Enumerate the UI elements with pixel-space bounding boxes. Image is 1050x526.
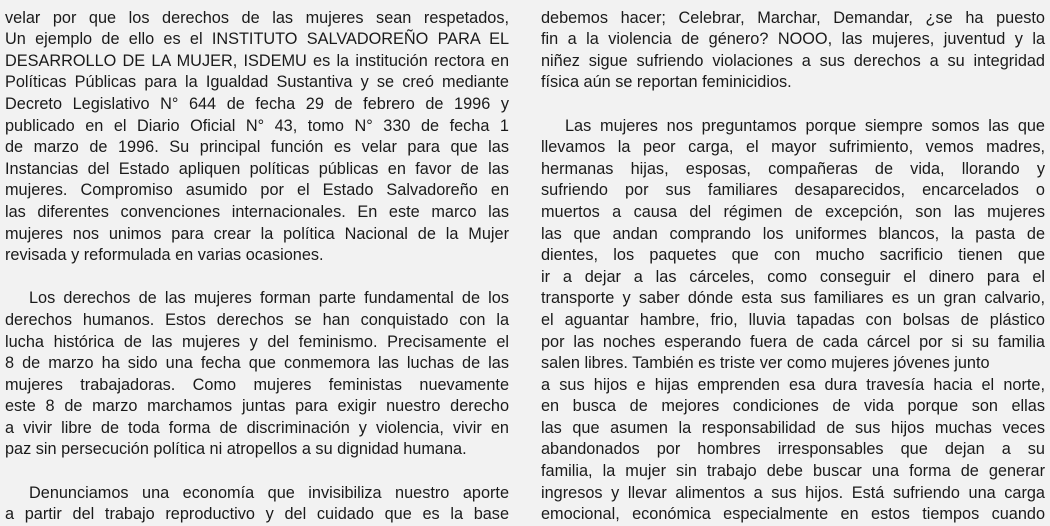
text-line: mujeres nos unimos para crear la política Nacional de la Mujer [5, 224, 509, 243]
text-line: Políticas Públicas para la Igualdad Sustantiva y se creó mediante [5, 73, 509, 92]
text-line: transporte y saber dónde esta sus familiares es un gran calvario, [541, 289, 1045, 308]
text-line: DESARROLLO DE LA MUJER, ISDEMU es la institución rectora en [5, 51, 509, 70]
text-line: las que andan comprando los uniformes blancos, la pasta de [541, 224, 1045, 243]
text-line: de marzo de 1996. Su principal función es velar para que las [5, 138, 509, 157]
text-line: a partir del trabajo reproductivo y del cuidado que es la base [5, 505, 509, 524]
text-line: llevamos la peor carga, el mayor sufrimiento, vemos madres, [541, 138, 1045, 157]
left-text-column [5, 0, 509, 526]
text-line: a vivir libre de toda forma de discriminación y violencia, vivir en [5, 418, 509, 437]
right-text-column [541, 0, 1045, 526]
text-line: debemos hacer; Celebrar, Marchar, Demandar, ¿se ha puesto [541, 8, 1045, 27]
text-line: Las mujeres nos preguntamos porque siempre somos las que [565, 116, 1045, 135]
text-line: el aguantar hambre, frio, lluvia tapadas con bolsas de plástico [541, 310, 1045, 329]
text-line: muertos a causa del régimen de excepción, son las mujeres [541, 202, 1045, 221]
text-line: familia, la mujer sin trabajo debe buscar una forma de generar [541, 462, 1045, 481]
text-line: lucha histórica de las mujeres y del feminismo. Precisamente el [5, 332, 509, 351]
text-line: publicado en el Diario Oficial N° 43, tomo N° 330 de fecha 1 [5, 116, 509, 135]
text-line: Instancias del Estado apliquen políticas públicas en favor de las [5, 159, 509, 178]
text-line: ingresos y llevar alimentos a sus hijos. Está sufriendo una carga [541, 483, 1045, 502]
text-line: física aún se reportan feminicidios. [541, 73, 792, 92]
text-line: ir a dejar a las cárceles, como conseguir el dinero para el [541, 267, 1045, 286]
paragraph-gap [5, 267, 509, 289]
text-line: salen libres. También es triste ver como mujeres jóvenes junto [541, 354, 990, 373]
text-line: este 8 de marzo marchamos juntas para exigir nuestro derecho [5, 397, 509, 416]
text-line: Un ejemplo de ello es el INSTITUTO SALVADOREÑO PARA EL [5, 30, 509, 49]
text-line: mujeres. Compromiso asumido por el Estado Salvadoreño en [5, 181, 509, 200]
text-line: mujeres trabajadoras. Como mujeres feministas nuevamente [5, 375, 509, 394]
text-line: derechos humanos. Estos derechos se han conquistado con la [5, 310, 509, 329]
text-line: sufriendo por sus familiares desaparecidos, encarcelados o [541, 181, 1045, 200]
text-line: velar por que los derechos de las mujeres sean respetados, [5, 8, 509, 27]
text-line: revisada y reformulada en varias ocasiones. [5, 246, 324, 265]
text-line: Denunciamos una economía que invisibiliza nuestro aporte [29, 483, 509, 502]
text-line: 8 de marzo ha sido una fecha que conmemora las luchas de las [5, 354, 509, 373]
text-line: niñez sigue sufriendo violaciones a sus derechos a su integridad [541, 51, 1045, 70]
text-line: hermanas hijas, esposas, compañeras de vida, llorando y [541, 159, 1045, 178]
text-line: Decreto Legislativo N° 644 de fecha 29 de febrero de 1996 y [5, 94, 509, 113]
text-line: por las noches esperando fuera de cada cárcel por si su familia [541, 332, 1045, 351]
text-line: dientes, los paquetes que con mucho sacrificio tienen que [541, 246, 1045, 265]
text-line: paz sin persecución política ni atropellos a su dignidad humana. [5, 440, 467, 459]
text-line: fin a la violencia de género? NOOO, las mujeres, juventud y la [541, 30, 1045, 49]
text-line: en busca de mejores condiciones de vida porque son ellas [541, 397, 1045, 416]
text-line: las diferentes convenciones internacionales. En este marco las [5, 202, 509, 221]
text-line: abandonados por hombres irresponsables que dejan a su [541, 440, 1045, 459]
text-line: a sus hijos e hijas emprenden esa dura travesía hacia el norte, [541, 375, 1045, 394]
text-line: Los derechos de las mujeres forman parte fundamental de los [29, 289, 509, 308]
text-line: las que asumen la responsabilidad de sus hijos muchas veces [541, 418, 1045, 437]
paragraph-gap [5, 461, 509, 483]
text-line: emocional, económica especialmente en estos tiempos cuando [541, 505, 1045, 524]
paragraph-gap [541, 94, 1045, 116]
